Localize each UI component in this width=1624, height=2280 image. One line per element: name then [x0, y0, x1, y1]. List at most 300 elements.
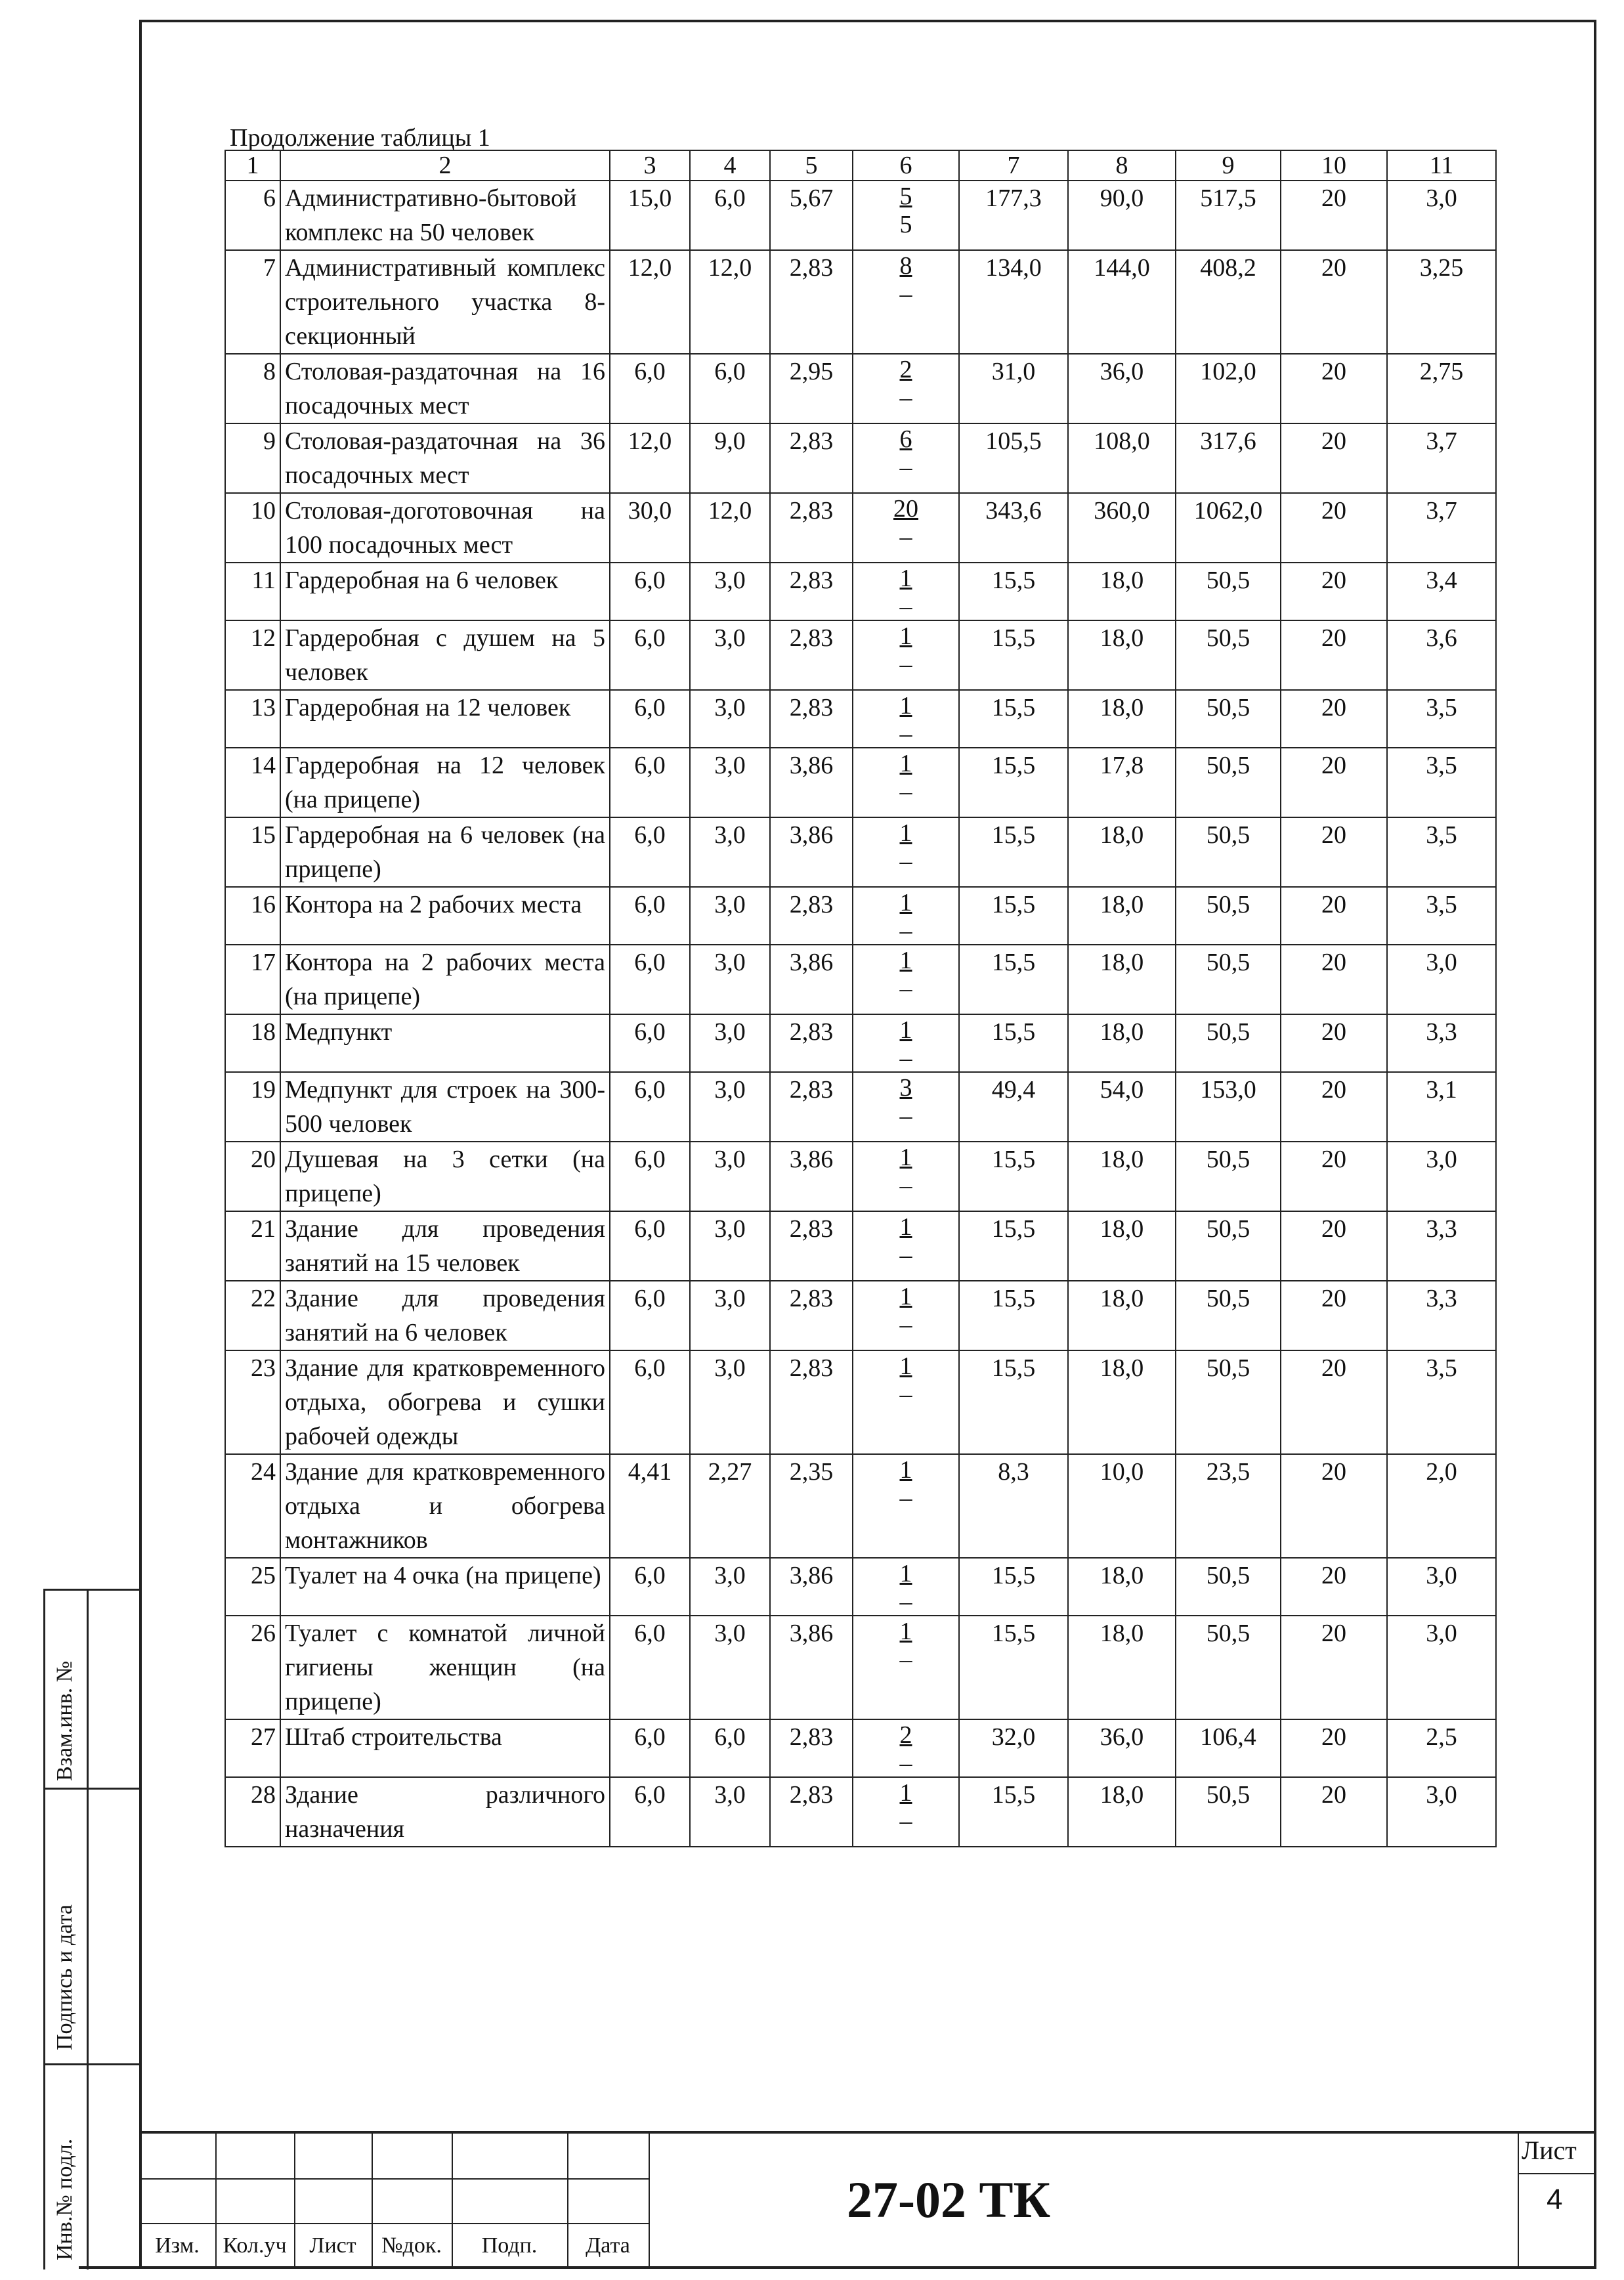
row-col3: 6,0 [610, 1719, 690, 1777]
frame-top-border [139, 20, 1596, 22]
row-col8: 108,0 [1068, 423, 1176, 493]
row-col6-count: 2 [899, 356, 912, 383]
row-col4: 3,0 [690, 887, 770, 945]
row-col9: 517,5 [1176, 181, 1281, 250]
row-col11: 3,0 [1387, 1558, 1496, 1616]
row-col6 [853, 748, 959, 817]
row-col7: 15,5 [959, 1014, 1068, 1072]
row-col8: 36,0 [1068, 1719, 1176, 1777]
row-col10: 20 [1281, 354, 1387, 423]
row-col3: 12,0 [610, 250, 690, 354]
row-col10: 20 [1281, 181, 1387, 250]
row-col10: 20 [1281, 748, 1387, 817]
row-number: 22 [225, 1281, 280, 1350]
row-col9: 50,5 [1176, 1014, 1281, 1072]
table-row [225, 1281, 1496, 1350]
row-col6-count: 1 [899, 889, 912, 916]
row-col6 [853, 1072, 959, 1142]
row-name: Гардеробная на 6 человек [280, 563, 610, 620]
row-col10: 20 [1281, 1014, 1387, 1072]
frame-left-border [139, 22, 142, 2268]
row-name: Туалет с комнатой личной гигиены женщин (на прицепе) [280, 1616, 610, 1719]
row-col4: 12,0 [690, 250, 770, 354]
row-name: Административный комплекс строительного участка 8-секционный [280, 250, 610, 354]
header-cell: 5 [770, 150, 853, 181]
row-col10: 20 [1281, 1350, 1387, 1454]
row-col8: 18,0 [1068, 1281, 1176, 1350]
row-col4: 3,0 [690, 1281, 770, 1350]
row-number: 18 [225, 1014, 280, 1072]
row-col10: 20 [1281, 945, 1387, 1014]
row-col10: 20 [1281, 1211, 1387, 1281]
row-col9: 50,5 [1176, 945, 1281, 1014]
row-col10: 20 [1281, 1719, 1387, 1777]
row-name: Здание для кратковременного отдыха и обогрева монтажников [280, 1454, 610, 1558]
title-col-ndok: №док. [381, 2233, 442, 2258]
row-name: Гардеробная на 12 человек (на прицепе) [280, 748, 610, 817]
row-col7: 15,5 [959, 1777, 1068, 1847]
row-number: 17 [225, 945, 280, 1014]
row-col9: 102,0 [1176, 354, 1281, 423]
row-col6-count: 1 [899, 1456, 912, 1484]
table-row [225, 1072, 1496, 1142]
row-col8: 18,0 [1068, 1014, 1176, 1072]
table-row [225, 1350, 1496, 1454]
row-col9: 50,5 [1176, 748, 1281, 817]
row-name: Столовая-доготовочная на 100 посадочных мест [280, 493, 610, 563]
row-col7: 15,5 [959, 1211, 1068, 1281]
row-col7: 15,5 [959, 817, 1068, 887]
row-col5: 2,83 [770, 250, 853, 354]
row-col4: 3,0 [690, 690, 770, 748]
row-col11: 3,5 [1387, 887, 1496, 945]
row-col11: 3,1 [1387, 1072, 1496, 1142]
side-stamp [43, 1589, 139, 2269]
row-col6-count: 1 [899, 819, 912, 847]
row-col6-sub: – [899, 1381, 912, 1408]
row-col5: 2,83 [770, 563, 853, 620]
row-col6 [853, 1719, 959, 1777]
row-col11: 3,25 [1387, 250, 1496, 354]
row-name: Гардеробная на 12 человек [280, 690, 610, 748]
row-col5: 3,86 [770, 817, 853, 887]
row-name: Столовая-раздаточная на 36 посадочных мест [280, 423, 610, 493]
row-number: 15 [225, 817, 280, 887]
row-col6-count: 5 [899, 183, 912, 210]
title-col-podp: Подп. [481, 2233, 538, 2258]
header-cell: 6 [853, 150, 959, 181]
row-col6 [853, 354, 959, 423]
row-col11: 3,3 [1387, 1211, 1496, 1281]
title-col-date: Дата [586, 2233, 630, 2258]
row-col11: 2,0 [1387, 1454, 1496, 1558]
row-col9: 153,0 [1176, 1072, 1281, 1142]
table-row [225, 1558, 1496, 1616]
table-row [225, 1142, 1496, 1211]
document-code: 27-02 ТК [847, 2171, 1051, 2228]
row-col9: 317,6 [1176, 423, 1281, 493]
row-col6-count: 1 [899, 1283, 912, 1310]
row-col5: 2,83 [770, 690, 853, 748]
row-col4: 3,0 [690, 1777, 770, 1847]
row-col10: 20 [1281, 1777, 1387, 1847]
row-col6 [853, 945, 959, 1014]
frame-right-border [1594, 20, 1596, 2268]
row-col6-count: 2 [899, 1721, 912, 1749]
row-col4: 3,0 [690, 1142, 770, 1211]
row-col10: 20 [1281, 1281, 1387, 1350]
row-col9: 106,4 [1176, 1719, 1281, 1777]
row-col5: 2,83 [770, 1072, 853, 1142]
row-number: 7 [225, 250, 280, 354]
row-name: Гардеробная на 6 человек (на прицепе) [280, 817, 610, 887]
header-cell: 7 [959, 150, 1068, 181]
row-col3: 15,0 [610, 181, 690, 250]
row-col3: 6,0 [610, 1350, 690, 1454]
row-col11: 3,5 [1387, 1350, 1496, 1454]
row-col4: 3,0 [690, 1350, 770, 1454]
row-number: 9 [225, 423, 280, 493]
row-col6-sub: – [899, 651, 912, 678]
table-row [225, 748, 1496, 817]
row-col10: 20 [1281, 563, 1387, 620]
row-col7: 15,5 [959, 563, 1068, 620]
row-col9: 50,5 [1176, 1142, 1281, 1211]
row-col3: 6,0 [610, 1211, 690, 1281]
row-col9: 50,5 [1176, 1281, 1281, 1350]
row-col6-count: 1 [899, 692, 912, 720]
table-row [225, 887, 1496, 945]
header-cell: 10 [1281, 150, 1387, 181]
row-col6 [853, 620, 959, 690]
row-number: 10 [225, 493, 280, 563]
row-col7: 15,5 [959, 1142, 1068, 1211]
row-col6-count: 1 [899, 750, 912, 777]
row-col5: 2,83 [770, 1350, 853, 1454]
row-col5: 2,83 [770, 493, 853, 563]
table-body [225, 181, 1496, 1847]
row-col8: 18,0 [1068, 1558, 1176, 1616]
row-col9: 23,5 [1176, 1454, 1281, 1558]
title-col-izm: Изм. [155, 2233, 200, 2258]
row-name: Контора на 2 рабочих места [280, 887, 610, 945]
row-col3: 6,0 [610, 1072, 690, 1142]
row-col6-count: 1 [899, 1779, 912, 1807]
row-col9: 50,5 [1176, 887, 1281, 945]
row-col8: 18,0 [1068, 887, 1176, 945]
row-col7: 15,5 [959, 1281, 1068, 1350]
table-caption: Продолжение таблицы 1 [230, 124, 490, 152]
row-col8: 18,0 [1068, 1616, 1176, 1719]
row-col6-sub: – [899, 917, 912, 945]
table-row [225, 945, 1496, 1014]
row-col10: 20 [1281, 1072, 1387, 1142]
row-col8: 18,0 [1068, 1777, 1176, 1847]
sheet-number: 4 [1547, 2183, 1563, 2216]
row-col5: 3,86 [770, 1616, 853, 1719]
row-col3: 6,0 [610, 563, 690, 620]
row-col6 [853, 1211, 959, 1281]
row-col8: 18,0 [1068, 1211, 1176, 1281]
row-col5: 5,67 [770, 181, 853, 250]
row-col5: 3,86 [770, 748, 853, 817]
row-name: Душевая на 3 сетки (на прицепе) [280, 1142, 610, 1211]
row-number: 26 [225, 1616, 280, 1719]
row-col5: 3,86 [770, 1558, 853, 1616]
building-spec-table [224, 150, 1497, 1847]
row-col3: 6,0 [610, 690, 690, 748]
row-name: Медпункт для строек на 300-500 человек [280, 1072, 610, 1142]
row-col11: 3,3 [1387, 1014, 1496, 1072]
row-col11: 3,6 [1387, 620, 1496, 690]
row-col5: 3,86 [770, 1142, 853, 1211]
row-col6 [853, 1014, 959, 1072]
row-col6-sub: – [899, 720, 912, 748]
row-name: Штаб строительства [280, 1719, 610, 1777]
row-col6-sub: – [899, 280, 912, 308]
row-number: 25 [225, 1558, 280, 1616]
row-col6-sub: – [899, 593, 912, 620]
row-col7: 15,5 [959, 1616, 1068, 1719]
row-col4: 6,0 [690, 181, 770, 250]
table-row [225, 690, 1496, 748]
row-col10: 20 [1281, 1558, 1387, 1616]
row-col6-sub: – [899, 454, 912, 481]
row-col9: 408,2 [1176, 250, 1281, 354]
row-col3: 6,0 [610, 1558, 690, 1616]
row-col3: 12,0 [610, 423, 690, 493]
row-col7: 49,4 [959, 1072, 1068, 1142]
row-col6 [853, 817, 959, 887]
row-col3: 6,0 [610, 1014, 690, 1072]
row-col10: 20 [1281, 1142, 1387, 1211]
row-col5: 2,95 [770, 354, 853, 423]
header-cell: 4 [690, 150, 770, 181]
row-number: 12 [225, 620, 280, 690]
table-row [225, 1014, 1496, 1072]
row-col7: 105,5 [959, 423, 1068, 493]
table-row [225, 354, 1496, 423]
row-number: 11 [225, 563, 280, 620]
row-col6 [853, 1616, 959, 1719]
row-col4: 3,0 [690, 817, 770, 887]
row-number: 23 [225, 1350, 280, 1454]
row-col9: 50,5 [1176, 1777, 1281, 1847]
row-col4: 3,0 [690, 1014, 770, 1072]
row-col9: 50,5 [1176, 1558, 1281, 1616]
row-col6-sub: 5 [899, 211, 912, 238]
row-col10: 20 [1281, 493, 1387, 563]
row-col8: 18,0 [1068, 945, 1176, 1014]
row-col7: 134,0 [959, 250, 1068, 354]
row-col6 [853, 1777, 959, 1847]
row-col6-count: 8 [899, 252, 912, 280]
row-col6-count: 1 [899, 622, 912, 650]
row-col11: 3,7 [1387, 423, 1496, 493]
header-cell: 3 [610, 150, 690, 181]
stamp-inv-orig-label: Инв.№ подл. [53, 2138, 77, 2260]
row-col8: 18,0 [1068, 817, 1176, 887]
table-header-row [225, 150, 1496, 181]
row-col7: 15,5 [959, 748, 1068, 817]
row-col9: 50,5 [1176, 690, 1281, 748]
row-name: Здание для кратковременного отдыха, обогрева и сушки рабочей одежды [280, 1350, 610, 1454]
row-col8: 18,0 [1068, 1142, 1176, 1211]
row-col4: 3,0 [690, 1616, 770, 1719]
row-name: Здание для проведения занятий на 15 человек [280, 1211, 610, 1281]
table-row [225, 1719, 1496, 1777]
row-col6 [853, 493, 959, 563]
row-col5: 2,83 [770, 1281, 853, 1350]
row-col5: 2,83 [770, 1777, 853, 1847]
row-col8: 17,8 [1068, 748, 1176, 817]
row-col5: 2,83 [770, 887, 853, 945]
row-col10: 20 [1281, 887, 1387, 945]
row-col11: 2,5 [1387, 1719, 1496, 1777]
row-number: 28 [225, 1777, 280, 1847]
row-col6 [853, 1558, 959, 1616]
row-name: Столовая-раздаточная на 16 посадочных мест [280, 354, 610, 423]
row-col6-count: 1 [899, 1618, 912, 1645]
header-cell: 11 [1387, 150, 1496, 181]
row-col5: 2,83 [770, 620, 853, 690]
row-col5: 2,35 [770, 1454, 853, 1558]
row-col11: 3,0 [1387, 1777, 1496, 1847]
row-name: Контора на 2 рабочих места (на прицепе) [280, 945, 610, 1014]
row-col6-count: 1 [899, 565, 912, 592]
row-name: Гардеробная с душем на 5 человек [280, 620, 610, 690]
row-number: 6 [225, 181, 280, 250]
row-col8: 90,0 [1068, 181, 1176, 250]
row-col6-sub: – [899, 1750, 912, 1777]
row-col4: 3,0 [690, 1072, 770, 1142]
row-col10: 20 [1281, 1454, 1387, 1558]
row-number: 14 [225, 748, 280, 817]
row-name: Медпункт [280, 1014, 610, 1072]
row-col6-count: 6 [899, 425, 912, 453]
row-col6-sub: – [899, 1807, 912, 1835]
row-col7: 15,5 [959, 887, 1068, 945]
row-col7: 15,5 [959, 620, 1068, 690]
row-col6 [853, 250, 959, 354]
row-col9: 50,5 [1176, 1616, 1281, 1719]
row-name: Здание различного назначения [280, 1777, 610, 1847]
row-col11: 3,5 [1387, 690, 1496, 748]
table-row [225, 620, 1496, 690]
row-col9: 50,5 [1176, 563, 1281, 620]
row-col7: 8,3 [959, 1454, 1068, 1558]
row-col3: 6,0 [610, 1281, 690, 1350]
row-col8: 54,0 [1068, 1072, 1176, 1142]
row-col7: 15,5 [959, 690, 1068, 748]
row-col6 [853, 887, 959, 945]
table-row [225, 181, 1496, 250]
row-number: 8 [225, 354, 280, 423]
row-col6 [853, 1454, 959, 1558]
row-col3: 6,0 [610, 945, 690, 1014]
row-col10: 20 [1281, 817, 1387, 887]
table-row [225, 423, 1496, 493]
table-row [225, 1211, 1496, 1281]
row-col8: 18,0 [1068, 620, 1176, 690]
row-number: 24 [225, 1454, 280, 1558]
row-col7: 343,6 [959, 493, 1068, 563]
row-col8: 18,0 [1068, 563, 1176, 620]
row-col11: 3,4 [1387, 563, 1496, 620]
row-col10: 20 [1281, 620, 1387, 690]
row-col3: 6,0 [610, 620, 690, 690]
row-col9: 50,5 [1176, 1350, 1281, 1454]
header-cell: 9 [1176, 150, 1281, 181]
title-col-kol: Кол.уч [223, 2233, 287, 2258]
sheet-label: Лист [1522, 2136, 1577, 2165]
table-row [225, 1454, 1496, 1558]
row-col11: 3,0 [1387, 181, 1496, 250]
row-col10: 20 [1281, 1616, 1387, 1719]
row-number: 16 [225, 887, 280, 945]
row-col3: 6,0 [610, 817, 690, 887]
row-col11: 3,5 [1387, 748, 1496, 817]
row-col10: 20 [1281, 423, 1387, 493]
row-col4: 9,0 [690, 423, 770, 493]
row-col6 [853, 423, 959, 493]
row-col5: 2,83 [770, 423, 853, 493]
row-col9: 1062,0 [1176, 493, 1281, 563]
stamp-inv-replace-label: Взам.инв. № [53, 1660, 77, 1781]
row-col3: 6,0 [610, 748, 690, 817]
row-col6-sub: – [899, 1044, 912, 1072]
table-row [225, 563, 1496, 620]
table-row [225, 1777, 1496, 1847]
row-col6 [853, 1350, 959, 1454]
header-cell: 8 [1068, 150, 1176, 181]
row-col4: 6,0 [690, 1719, 770, 1777]
title-col-list: Лист [309, 2233, 356, 2258]
stamp-sign-date-label: Подпись и дата [53, 1904, 77, 2050]
row-col4: 3,0 [690, 620, 770, 690]
row-col3: 30,0 [610, 493, 690, 563]
row-col6-count: 1 [899, 947, 912, 974]
row-col9: 50,5 [1176, 1211, 1281, 1281]
row-col6-count: 1 [899, 1352, 912, 1380]
row-col6-count: 20 [893, 495, 918, 523]
table-row [225, 250, 1496, 354]
row-col6 [853, 563, 959, 620]
row-col7: 31,0 [959, 354, 1068, 423]
header-cell: 2 [280, 150, 610, 181]
table-row [225, 817, 1496, 887]
row-col11: 3,3 [1387, 1281, 1496, 1350]
row-col7: 177,3 [959, 181, 1068, 250]
row-col11: 3,7 [1387, 493, 1496, 563]
row-col5: 2,83 [770, 1719, 853, 1777]
row-col6-sub: – [899, 523, 912, 551]
row-col3: 4,41 [610, 1454, 690, 1558]
row-col7: 15,5 [959, 1350, 1068, 1454]
row-col6-count: 1 [899, 1144, 912, 1171]
row-col6-sub: – [899, 848, 912, 875]
row-col6-count: 3 [899, 1074, 912, 1102]
row-col7: 32,0 [959, 1719, 1068, 1777]
row-col4: 3,0 [690, 945, 770, 1014]
row-col6 [853, 690, 959, 748]
row-col11: 3,0 [1387, 945, 1496, 1014]
row-number: 13 [225, 690, 280, 748]
row-col5: 2,83 [770, 1014, 853, 1072]
row-col7: 15,5 [959, 1558, 1068, 1616]
row-col6-sub: – [899, 384, 912, 412]
row-col8: 360,0 [1068, 493, 1176, 563]
